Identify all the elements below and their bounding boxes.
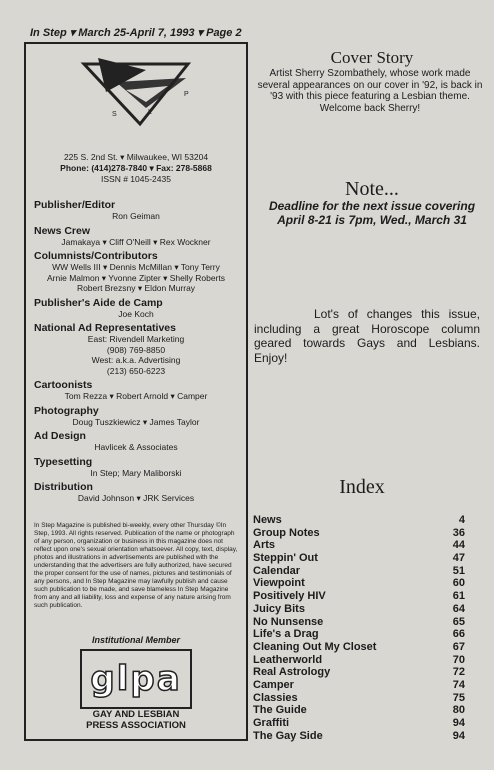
staff-section-title: National Ad Representatives (34, 322, 176, 334)
cover-story-body: Artist Sherry Szombathely, whose work made several appearances on our cover in '92, is back in '93 with this piece featuring a Lesbian theme. Welcome back Sherry! (257, 68, 483, 114)
index-row (253, 552, 465, 565)
masthead-address (34, 152, 238, 185)
staff-section-line: Robert Brezsny ▾ Eldon Murray (76, 283, 196, 293)
institutional-member-label: Institutional Member (91, 635, 180, 645)
index-entry-name: No Nunsense (253, 615, 324, 628)
index-entry-page: 75 (452, 691, 465, 704)
staff-section-line: West: a.k.a. Advertising (91, 355, 181, 365)
index-entry-name: Arts (253, 539, 276, 552)
staff-section-title: Cartoonists (34, 379, 93, 391)
staff-list (34, 199, 238, 504)
changes-paragraph: Lot's of changes this issue, including a great Horoscope column geared towards Gays and Lesbians. Enjoy! (254, 307, 480, 365)
index-row (253, 527, 465, 540)
glpa-name-line2: PRESS ASSOCIATION (86, 720, 186, 731)
staff-section-title: Publisher's Aide de Camp (34, 296, 163, 309)
index-entry-name: Group Notes (253, 526, 320, 539)
index-entry-name: The Guide (253, 704, 307, 717)
staff-section-line: Jamakaya ▾ Cliff O'Neill ▾ Rex Wockner (61, 236, 211, 247)
index-entry-name: Camper (253, 678, 294, 691)
note-title: Note... (345, 178, 399, 200)
staff-section-title: Columnists/Contributors (34, 250, 158, 262)
staff-section-title: Publisher/Editor (34, 199, 116, 211)
index-entry-page: 80 (452, 704, 465, 717)
index-entry-name: Real Astrology (253, 666, 331, 679)
index-row (253, 590, 465, 603)
index-entry-name: News (253, 514, 282, 526)
staff-section-line: Tom Rezza ▾ Robert Arnold ▾ Camper (64, 391, 208, 401)
index-entry-page: 94 (452, 717, 465, 729)
index-row (253, 704, 465, 717)
index-row (253, 717, 465, 730)
index-row (253, 603, 465, 616)
index-list (253, 514, 465, 742)
index-entry-page: 4 (458, 514, 465, 526)
index-entry-page: 64 (452, 602, 465, 615)
staff-section-line: East: Rivendell Marketing (87, 334, 185, 344)
index-entry-page: 36 (452, 526, 465, 539)
staff-section-line: (213) 650-6223 (106, 365, 166, 376)
index-entry-name: Positively HIV (253, 590, 326, 603)
phone-fax: Phone: (414)278-7840 ▾ Fax: 278-5868 (60, 163, 212, 173)
glpa-block (26, 635, 246, 731)
staff-section-line: David Johnson ▾ JRK Services (77, 493, 195, 503)
index-entry-page: 65 (452, 615, 465, 628)
cover-story-title: Cover Story (330, 48, 414, 67)
staff-section-line: Doug Tuszkiewicz ▾ James Taylor (72, 416, 200, 427)
index-entry-page: 72 (452, 666, 465, 679)
index-row (253, 666, 465, 679)
staff-section-title: Ad Design (34, 430, 86, 442)
index-entry-name: Leatherworld (253, 653, 323, 666)
note-body: Deadline for the next issue covering April 8-21 is 7pm, Wed., March 31 (268, 199, 476, 227)
legal-notice: In Step Magazine is published bi-weekly, every other Thursday ©In Step, 1993. All rights reserved. Publication of the name or photograph of any person, organization or business in this magazine does not reflect upon one's sexual orientation whatsoever. All copy, text, display, photos and illustrations in advertisements are published with the understanding that the advertisers are fully authorized, have secured the proper consent for the use of names, pictures and testimonials of any persons, and In Step Magazine may lawfully publish and cause such publication to be made, and save blameless In Step Magazine from any and all liability, loss and expense of any nature arising from such publication. (34, 521, 238, 609)
index-entry-page: 74 (452, 678, 465, 691)
in-step-logo (76, 52, 196, 132)
staff-section-line: (908) 769-8850 (106, 344, 166, 355)
index-row (253, 565, 465, 578)
index-entry-page: 47 (452, 552, 465, 565)
staff-section-line: Havlicek & Associates (94, 442, 178, 452)
index-row (253, 577, 465, 590)
glpa-logo (80, 649, 192, 709)
index-entry-name: Calendar (253, 564, 301, 577)
glpa-letters: glpa (90, 659, 182, 699)
staff-section-line: Joe Koch (118, 308, 154, 319)
staff-section-title: News Crew (34, 224, 91, 237)
street-address: 225 S. 2nd St. ▾ Milwaukee, WI 53204 (63, 152, 209, 162)
glpa-name-line1: GAY AND LESBIAN (92, 709, 180, 720)
staff-section-line: WW Wells III ▾ Dennis McMillan ▾ Tony Terry (52, 262, 220, 272)
index-title: Index (339, 476, 385, 498)
index-row (253, 641, 465, 654)
index-row (253, 628, 465, 641)
page-header: In Step ▾ March 25-April 7, 1993 ▾ Page 2 (30, 27, 242, 39)
index-entry-name: Classies (253, 691, 298, 704)
index-entry-page: 61 (452, 590, 465, 603)
staff-section-title: Distribution (34, 481, 93, 493)
index-row (253, 730, 465, 743)
index-entry-name: Life's a Drag (253, 628, 319, 641)
index-entry-page: 66 (452, 628, 465, 641)
index-row (253, 654, 465, 667)
logo-letter: P (184, 91, 189, 98)
index-row (253, 514, 465, 527)
staff-section-line: Arnie Malmon ▾ Yvonne Zipter ▾ Shelly Roberts (47, 272, 225, 283)
index-row (253, 539, 465, 552)
index-entry-name: Viewpoint (253, 577, 305, 590)
index-entry-page: 51 (452, 564, 465, 577)
index-entry-page: 60 (452, 577, 465, 590)
index-entry-page: 94 (452, 729, 465, 742)
index-entry-name: Steppin' Out (253, 552, 318, 565)
index-entry-name: Graffiti (253, 717, 290, 729)
logo-letter: L (148, 109, 152, 116)
index-entry-page: 70 (452, 653, 465, 666)
staff-section-title: Photography (34, 404, 99, 417)
staff-section-line: Ron Geiman (112, 211, 160, 221)
index-row (253, 692, 465, 705)
issn: ISSN # 1045-2435 (101, 174, 171, 184)
index-entry-page: 44 (452, 539, 465, 552)
staff-section-line: In Step; Mary Maliborski (90, 467, 182, 478)
logo-letter: S (112, 111, 117, 118)
index-entry-name: Cleaning Out My Closet (253, 640, 377, 653)
staff-section-title: Typesetting (34, 455, 93, 468)
index-row (253, 616, 465, 629)
masthead-box (24, 42, 248, 741)
index-entry-name: The Gay Side (253, 729, 323, 742)
index-entry-name: Juicy Bits (253, 602, 305, 615)
index-row (253, 679, 465, 692)
index-entry-page: 67 (452, 640, 465, 653)
